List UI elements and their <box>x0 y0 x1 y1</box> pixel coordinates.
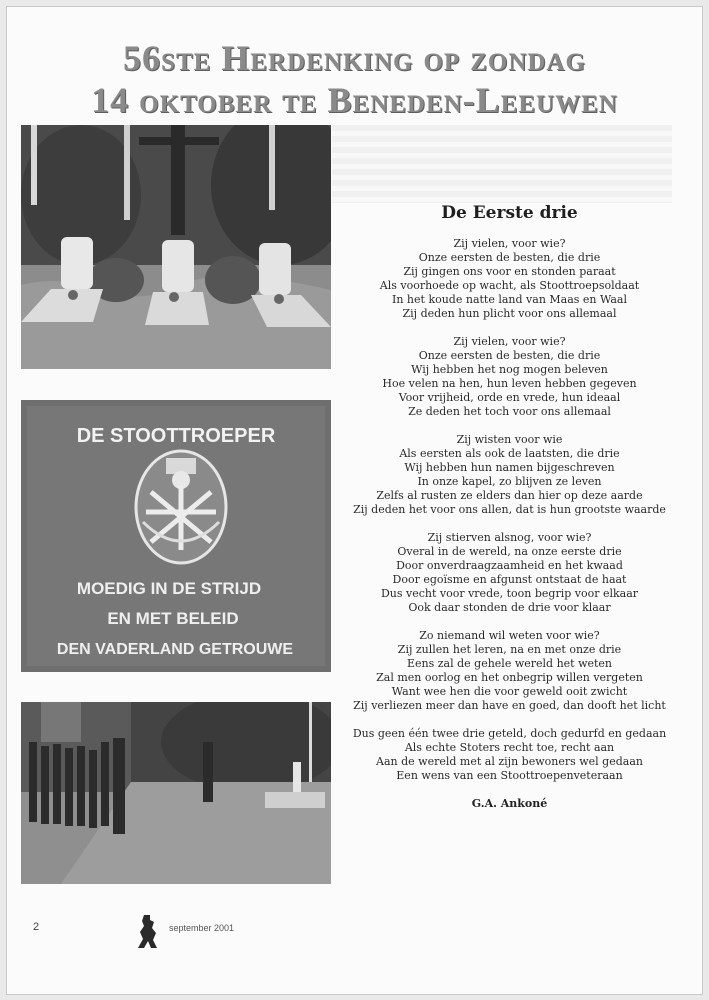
poem-line: Zij stierven alsnog, voor wie? <box>427 531 592 544</box>
poem-line: Zelfs al rusten ze elders dan hier op deze aarde <box>376 489 643 502</box>
poem-line: Voor vrijheid, orde en vrede, hun ideaal <box>398 391 621 404</box>
poem-line: Onze eersten de besten, die drie <box>418 349 601 362</box>
poem <box>337 203 682 810</box>
poem-line: Hoe velen na hen, hun leven hebben gegeven <box>382 377 637 390</box>
headline-line-1: 56ste Herdenking op zondag <box>123 38 586 78</box>
poem-line: Aan de wereld met al zijn bewoners wel gedaan <box>376 755 643 768</box>
ceremony-photo <box>21 702 331 884</box>
poem-stanza <box>337 237 682 321</box>
bleed-through-text <box>332 125 672 203</box>
poem-line: Onze eersten de besten, die drie <box>418 251 601 264</box>
poem-stanza <box>337 433 682 517</box>
poem-line: Door egoïsme en afgunst ontstaat de haat <box>392 573 627 586</box>
poem-line: Ook daar stonden de drie voor klaar <box>408 601 611 614</box>
plaque-photo <box>21 400 331 672</box>
poem-line: Wij hebben het nog mogen beleven <box>411 363 608 376</box>
poem-line: Eens zal de gehele wereld het weten <box>406 657 613 670</box>
headline-line-2: 14 oktober te Beneden-Leeuwen <box>91 80 618 120</box>
poem-line: Dus geen één twee drie geteld, doch gedurfd en gedaan <box>352 727 667 740</box>
poem-line: Wij hebben hun namen bijgeschreven <box>404 461 615 474</box>
page-number: 2 <box>33 921 40 933</box>
poem-line: Zij deden het voor ons allen, dat is hun grootste waarde <box>353 503 666 516</box>
poem-line: Zij wisten voor wie <box>456 433 563 446</box>
poem-author: G.A. Ankoné <box>471 797 548 810</box>
plaque-title: DE STOOTTROEPER <box>76 425 276 447</box>
stoottroeper-logo-icon <box>135 913 161 951</box>
poem-line: Als voorhoede op wacht, als Stoottroepsoldaat <box>379 279 640 292</box>
poem-line: Zij zullen het leren, na en met onze drie <box>397 643 622 656</box>
poem-line: Want wee hen die voor geweld ooit zwicht <box>391 685 628 698</box>
poem-line: Zo niemand wil weten voor wie? <box>419 629 600 642</box>
poem-stanza <box>337 629 682 713</box>
poem-line: Ze deden het toch voor ons allemaal <box>408 405 611 418</box>
graves-photo <box>21 125 331 369</box>
poem-line: Zij vielen, voor wie? <box>453 237 566 250</box>
poem-line: Zij deden hun plicht voor ons allemaal <box>402 307 617 320</box>
poem-line: Als echte Stoters recht toe, recht aan <box>404 741 615 754</box>
plaque-motto-line-1: MOEDIG IN DE STRIJD <box>76 579 262 598</box>
poem-line: Dus vecht voor vrede, toon begrip voor elkaar <box>380 587 639 600</box>
poem-line: Zij verliezen meer dan have en goed, dan dooft het licht <box>353 699 666 712</box>
poem-stanza <box>337 335 682 419</box>
plaque-motto-line-2: EN MET BELEID <box>107 609 239 628</box>
page <box>6 6 703 995</box>
poem-line: Als eersten als ook de laatsten, die drie <box>399 447 620 460</box>
poem-line: Overal in de wereld, na onze eerste drie <box>397 545 622 558</box>
poem-line: In het koude natte land van Maas en Waal <box>392 293 627 306</box>
poem-line: Een wens van een Stoottroepenveteraan <box>396 769 623 782</box>
poem-line: In onze kapel, zo blijven ze leven <box>417 475 602 488</box>
issue-date: september 2001 <box>169 923 235 933</box>
poem-line: Zal men oorlog en het onbegrip willen vergeten <box>376 671 643 684</box>
poem-title: De Eerste drie <box>441 203 578 223</box>
poem-line: Door onverdraagzaamheid en het kwaad <box>396 559 623 572</box>
poem-stanza <box>337 531 682 615</box>
poem-line: Zij gingen ons voor en stonden paraat <box>403 265 616 278</box>
poem-line: Zij vielen, voor wie? <box>453 335 566 348</box>
poem-stanza <box>337 727 682 783</box>
plaque-motto-line-3: DEN VADERLAND GETROUWE <box>56 641 294 658</box>
